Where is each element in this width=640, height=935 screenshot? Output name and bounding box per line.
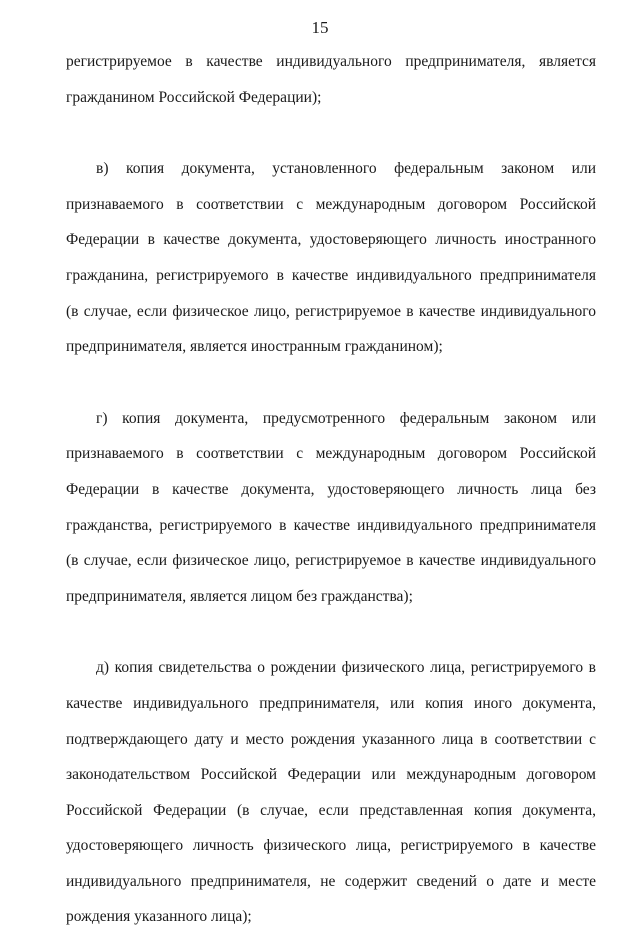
text-line: Федерации в качестве документа, удостоверяющего личность лица без: [66, 480, 596, 498]
text-line: признаваемого в соответствии с международным договором Российской: [66, 195, 596, 213]
text-line: рождения указанного лица);: [66, 908, 252, 926]
text-line: гражданина, регистрируемого в качестве индивидуального предпринимателя: [66, 266, 596, 284]
paragraph-item-v: [66, 151, 596, 365]
text-line: Российской Федерации (в случае, если представленная копия документа,: [66, 801, 596, 819]
paragraph-item-g: [66, 401, 596, 615]
text-line: предпринимателя, является иностранным гражданином);: [66, 338, 443, 356]
text-line: д) копия свидетельства о рождении физического лица, регистрируемого в: [96, 659, 596, 677]
paragraph-gap: [66, 115, 596, 151]
text-line: качестве индивидуального предпринимателя, или копия иного документа,: [66, 694, 596, 712]
text-line: регистрируемое в качестве индивидуального предпринимателя, является: [66, 53, 596, 70]
text-line: Федерации в качестве документа, удостоверяющего личность иностранного: [66, 231, 596, 249]
text-line: (в случае, если физическое лицо, регистрируемое в качестве индивидуального: [66, 552, 596, 570]
text-line: подтверждающего дату и место рождения указанного лица в соответствии с: [66, 730, 596, 748]
document-body: [66, 44, 596, 935]
paragraph-gap: [66, 614, 596, 650]
paragraph-item-d: [66, 650, 596, 935]
text-line: гражданином Российской Федерации);: [66, 88, 322, 106]
page-number: 15: [311, 18, 329, 37]
text-line: гражданства, регистрируемого в качестве индивидуального предпринимателя: [66, 516, 596, 534]
text-line: законодательством Российской Федерации или международным договором: [66, 766, 596, 784]
text-line: г) копия документа, предусмотренного федеральным законом или: [96, 409, 596, 427]
text-line: индивидуального предпринимателя, не содержит сведений о дате и месте: [66, 872, 596, 890]
text-line: признаваемого в соответствии с международным договором Российской: [66, 445, 596, 463]
text-line: в) копия документа, установленного федеральным законом или: [96, 160, 596, 178]
text-line: предпринимателя, является лицом без гражданства);: [66, 587, 413, 605]
text-line: удостоверяющего личность физического лица, регистрируемого в качестве: [66, 837, 596, 855]
paragraph-continuation: [66, 44, 596, 115]
paragraph-gap: [66, 365, 596, 401]
text-line: (в случае, если физическое лицо, регистрируемое в качестве индивидуального: [66, 302, 596, 320]
